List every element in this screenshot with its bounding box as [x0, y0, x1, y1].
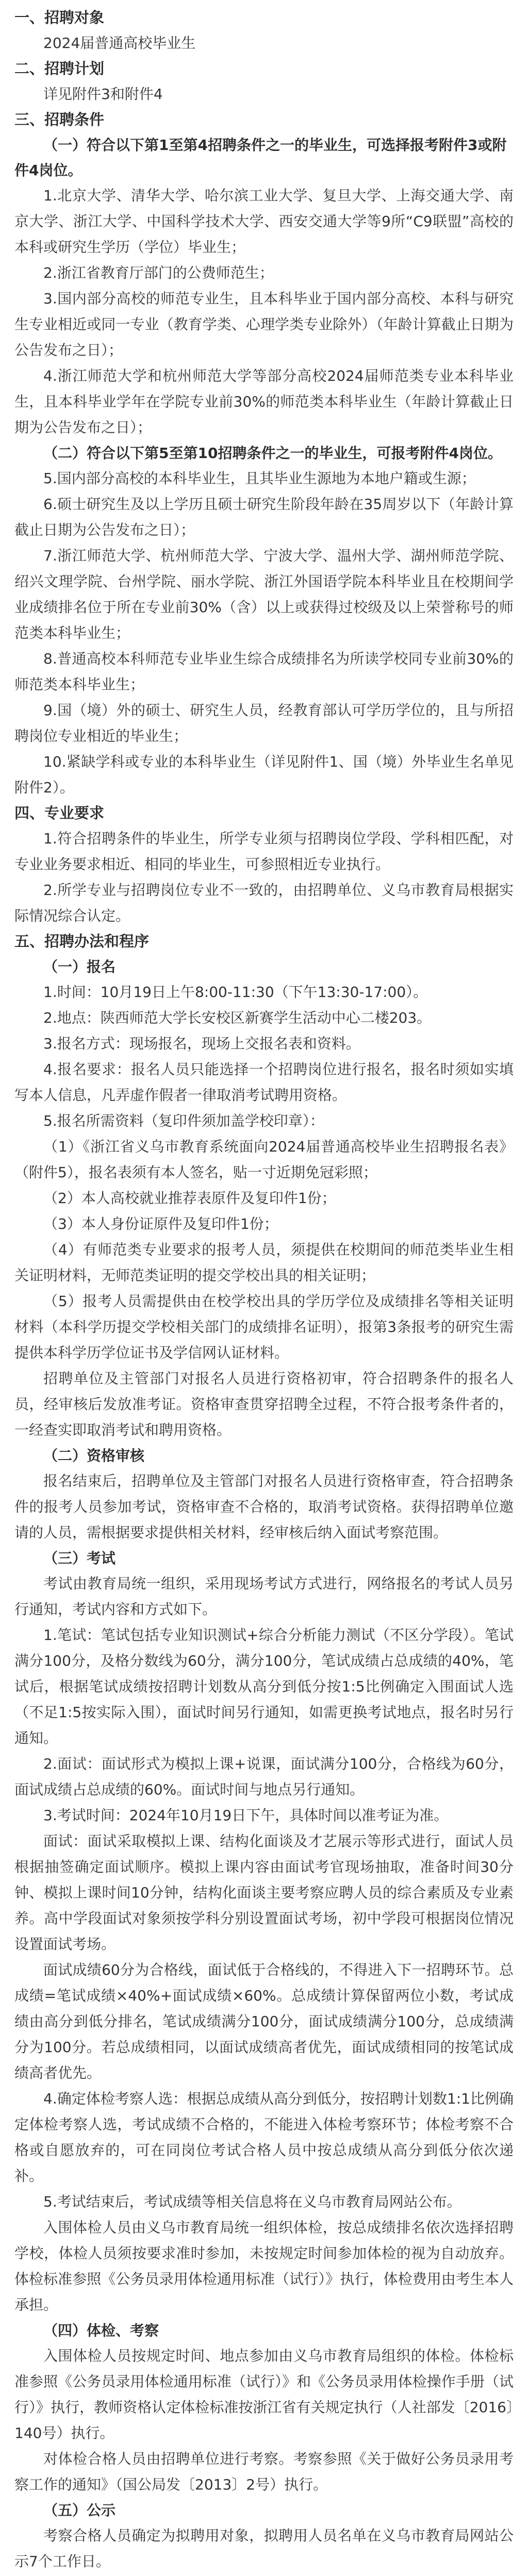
paragraph: 3.报名方式：现场报名，现场上交报名表和资料。 [43, 1035, 360, 1052]
subsection-heading: （二）资格审核 [43, 1447, 145, 1464]
section-heading: 二、招聘计划 [14, 60, 105, 77]
section-heading: 三、招聘条件 [14, 111, 105, 128]
subsection-heading: （二）符合以下第5至第10招聘条件之一的毕业生，可报考附件4岗位。 [43, 445, 502, 462]
paragraph: 面试：面试采取模拟上课、结构化面谈及才艺展示等形式进行，面试人员根据抽签确定面试顺序。模拟上课内容由面试考官现场抽取，准备时间30分钟、模拟上课时间10分钟，结构化面谈主要考察应聘人员的综合素质及专业素养。高中学段面试对象须按学科分别设置面试考场，初中学段可根据岗位情况设置面试考场。 [14, 1833, 514, 1953]
paragraph: 2.浙江省教育厅部门的公费师范生； [43, 264, 274, 281]
paragraph: 详见附件3和附件4 [43, 86, 163, 103]
paragraph: （4）有师范类专业要求的报考人员，须提供在校期间的师范类毕业生相关证明材料，无师范类证明的提交学校出具的相关证明； [14, 1241, 514, 1284]
paragraph: 2.地点：陕西师范大学长安校区新赛学生活动中心二楼203。 [43, 1009, 432, 1026]
paragraph: 1.笔试：笔试包括专业知识测试+综合分析能力测试（不区分学段）。笔试满分100分，及格分数线为60分，满分100分，笔试成绩占总成绩的40%，笔试后，根据笔试成绩按招聘计划数从高分到低分按1:5比例确定入围面试人选（不足1:5按实际入围），面试时间另行通知，如需更换考试地点，报名时另行通知。 [14, 1626, 514, 1747]
paragraph: 考试由教育局统一组织，采用现场考试方式进行，网络报名的考试人员另行通知，考试内容和方式如下。 [14, 1575, 514, 1618]
subsection-heading: （一）符合以下第1至第4招聘条件之一的毕业生，可选择报考附件3或附件4岗位。 [14, 137, 507, 179]
paragraph: 入围体检人员按规定时间、地点参加由义乌市教育局组织的体检。体检标准参照《公务员录用体检通用标准（试行）》和《公务员录用体检操作手册（试行）》执行，教师资格认定体检标准按浙江省有关规定执行（人社部发〔2016〕140号）执行。 [14, 2347, 514, 2442]
paragraph: 入围体检人员由义乌市教育局统一组织体检，按总成绩排名依次选择招聘学校，体检人员须按要求准时参加，未按规定时间参加体检的视为自动放弃。体检标准参照《公务员录用体检通用标准（试行）》执行，体检费用由考生本人承担。 [14, 2219, 514, 2313]
paragraph: 报名结束后，招聘单位及主管部门对报名人员进行资格审查，符合招聘条件的报考人员参加考试，资格审查不合格的，取消考试资格。获得招聘单位邀请的人员，需根据要求提供相关材料，经审核后纳入面试考察范围。 [14, 1472, 514, 1541]
paragraph: （1）《浙江省义乌市教育系统面向2024届普通高校毕业生招聘报名表》（附件5），报名表须有本人签名，贴一寸近期免冠彩照； [14, 1138, 514, 1181]
subsection-heading: （一）报名 [43, 958, 116, 975]
paragraph: 面试成绩60分为合格线，面试低于合格线的，不得进入下一招聘环节。总成绩=笔试成绩×40%+面试成绩×60%。总成绩计算保留两位小数，考试成绩由高分到低分排名，笔试成绩满分100分，面试成绩满分100分，总成绩满分为100分。若总成绩相同，以面试成绩高者优先，面试成绩相同的按笔试成绩高者优先。 [14, 1961, 514, 2081]
paragraph: 招聘单位及主管部门对报名人员进行资格初审，符合招聘条件的报名人员，经审核后发放准考证。资格审查贯穿招聘全过程，不符合报考条件者的，一经查实即取消考试和聘用资格。 [14, 1370, 514, 1438]
paragraph: （2）本人高校就业推荐表原件及复印件1份； [43, 1190, 336, 1207]
subsection-heading: （四）体检、考察 [43, 2322, 159, 2339]
paragraph: 4.浙江师范大学和杭州师范大学等部分高校2024届师范类专业本科毕业生，且本科毕业学年在学院专业前30%的师范类本科毕业生（年龄计算截止日期为公告发布之日）； [14, 367, 514, 436]
paragraph: 对体检合格人员由招聘单位进行考察。考察参照《关于做好公务员录用考察工作的通知》（国公局发〔2013〕2号）执行。 [14, 2450, 514, 2493]
subsection-heading: （五）公示 [43, 2502, 116, 2519]
paragraph: 1.时间：10月19日上午8:00-11:30（下午13:30-17:00）。 [43, 984, 428, 1001]
paragraph: 1.符合招聘条件的毕业生，所学专业须与招聘岗位学段、学科相匹配，对专业业务要求相近、相同的毕业生，可参照相近专业执行。 [14, 830, 514, 873]
paragraph: 7.浙江师范大学、杭州师范大学、宁波大学、温州大学、湖州师范学院、绍兴文理学院、台州学院、丽水学院、浙江外国语学院本科毕业且在校期间学业成绩排名位于所在专业前30%（含）以上或获得过校级及以上荣誉称号的师范类本科毕业生； [14, 547, 514, 641]
paragraph: 10.紧缺学科或专业的本科毕业生（详见附件1、国（境）外毕业生名单见附件2）。 [14, 753, 514, 796]
subsection-heading: （三）考试 [43, 1550, 116, 1567]
paragraph: 8.普通高校本科师范专业毕业生综合成绩排名为所读学校同专业前30%的师范类本科毕业生； [14, 650, 514, 693]
section-heading: 一、招聘对象 [14, 9, 105, 26]
paragraph: 9.国（境）外的硕士、研究生人员，经教育部认可学历学位的，且与所招聘岗位专业相近的毕业生； [14, 702, 514, 744]
paragraph: （3）本人身份证原件及复印件1份； [43, 1215, 278, 1232]
section-heading: 四、专业要求 [14, 804, 105, 822]
paragraph: 2024届普通高校毕业生 [43, 35, 196, 52]
paragraph: 5.国内部分高校的本科毕业生，且其毕业生源地为本地户籍或生源； [43, 470, 476, 487]
paragraph: 考察合格人员确定为拟聘用对象，拟聘用人员名单在义乌市教育局网站公示7个工作日。 [14, 2527, 514, 2570]
paragraph: 2.所学专业与招聘岗位专业不一致的，由招聘单位、义乌市教育局根据实际情况综合认定。 [14, 882, 514, 924]
paragraph: 2.面试：面试形式为模拟上课+说课，面试满分100分，合格线为60分，面试成绩占总成绩的60%。面试时间与地点另行通知。 [14, 1755, 514, 1798]
paragraph: （5）报考人员需提供由在校学校出具的学历学位及成绩排名等相关证明材料（本科学历提交学校相关部门的成绩排名证明），报第3条报考的研究生需提供本科学历学位证书及学信网认证材料。 [14, 1293, 514, 1361]
announcement-document [14, 5, 514, 2576]
paragraph: 1.北京大学、清华大学、哈尔滨工业大学、复旦大学、上海交通大学、南京大学、浙江大学、中国科学技术大学、西安交通大学等9所“C9联盟”高校的本科或研究生学历（学位）毕业生； [14, 187, 514, 256]
section-heading: 五、招聘办法和程序 [14, 933, 150, 950]
paragraph: 6.硕士研究生及以上学历且硕士研究生阶段年龄在35周岁以下（年龄计算截止日期为公告发布之日）； [14, 496, 514, 538]
paragraph: 5.报名所需资料（复印件须加盖学校印章）： [43, 1112, 324, 1129]
paragraph: 5.考试结束后，考试成绩等相关信息将在义乌市教育局网站公布。 [43, 2193, 461, 2210]
paragraph: 3.国内部分高校的师范专业生，且本科毕业于国内部分高校、本科与研究生专业相近或同一专业（教育学类、心理学类专业除外）（年龄计算截止日期为公告发布之日）； [14, 290, 514, 359]
paragraph: 3.考试时间：2024年10月19日下午，具体时间以准考证为准。 [43, 1807, 449, 1824]
paragraph: 4.确定体检考察人选：根据总成绩从高分到低分，按招聘计划数1:1比例确定体检考察人选，考试成绩不合格的，不能进入体检考察环节；体检考察不合格或自愿放弃的，可在同岗位考试合格人员中按总成绩从高分到低分依次递补。 [14, 2090, 514, 2184]
paragraph: 4.报名要求：报名人员只能选择一个招聘岗位进行报名，报名时须如实填写本人信息，凡弄虚作假者一律取消考试聘用资格。 [14, 1061, 514, 1104]
